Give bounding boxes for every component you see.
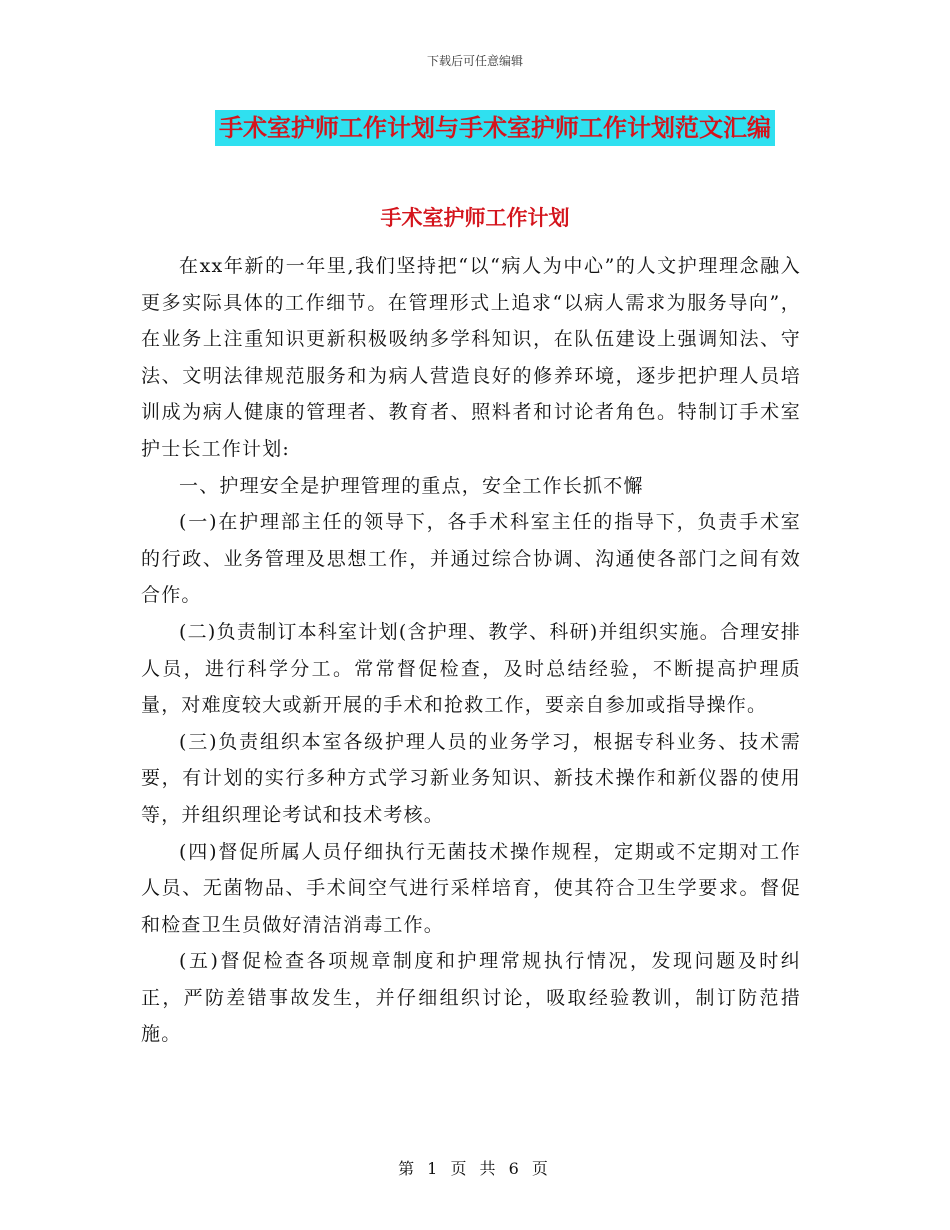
document-body (141, 248, 801, 1053)
document-title: 手术室护师工作计划与手术室护师工作计划范文汇编 (215, 110, 775, 146)
page-number: 第 1 页 共 6 页 (398, 1159, 552, 1178)
section-title: 手术室护师工作计划 (380, 205, 570, 230)
paragraph-intro: 在xx年新的一年里,我们坚持把“以“病人为中心”的人文护理理念融入更多实际具体的工作细节。在管理形式上追求“以病人需求为服务导向”，在业务上注重知识更新积极吸纳多学科知识，在队伍建设上强调知法、守法、文明法律规范服务和为病人营造良好的修养环境，逐步把护理人员培训成为病人健康的管理者、教育者、照料者和讨论者角色。特制订手术室护士长工作计划: (141, 255, 801, 460)
paragraph-heading-1: 一、护理安全是护理管理的重点，安全工作长抓不懈 (179, 474, 644, 497)
paragraph-item-5: (五)督促检查各项规章制度和护理常规执行情况，发现问题及时纠正，严防差错事故发生，并仔细组织讨论，吸取经验教训，制订防范措施。 (141, 950, 801, 1046)
paragraph-item-3: (三)负责组织本室各级护理人员的业务学习，根据专科业务、技术需要，有计划的实行多种方式学习新业务知识、新技术操作和新仪器的使用等，并组织理论考试和技术考核。 (141, 730, 801, 826)
page-header-note: 下载后可任意编辑 (426, 54, 523, 68)
document-title-container (0, 110, 950, 146)
paragraph-item-1: (一)在护理部主任的领导下，各手术科室主任的指导下，负责手术室的行政、业务管理及思想工作，并通过综合协调、沟通使各部门之间有效合作。 (141, 511, 801, 607)
paragraph-item-2: (二)负责制订本科室计划(含护理、教学、科研)并组织实施。合理安排人员，进行科学分工。常常督促检查，及时总结经验，不断提高护理质量，对难度较大或新开展的手术和抢救工作，要亲自参加或指导操作。 (141, 620, 801, 717)
paragraph-item-4: (四)督促所属人员仔细执行无菌技术操作规程，定期或不定期对工作人员、无菌物品、手术间空气进行采样培育，使其符合卫生学要求。督促和检查卫生员做好清洁消毒工作。 (141, 840, 801, 936)
